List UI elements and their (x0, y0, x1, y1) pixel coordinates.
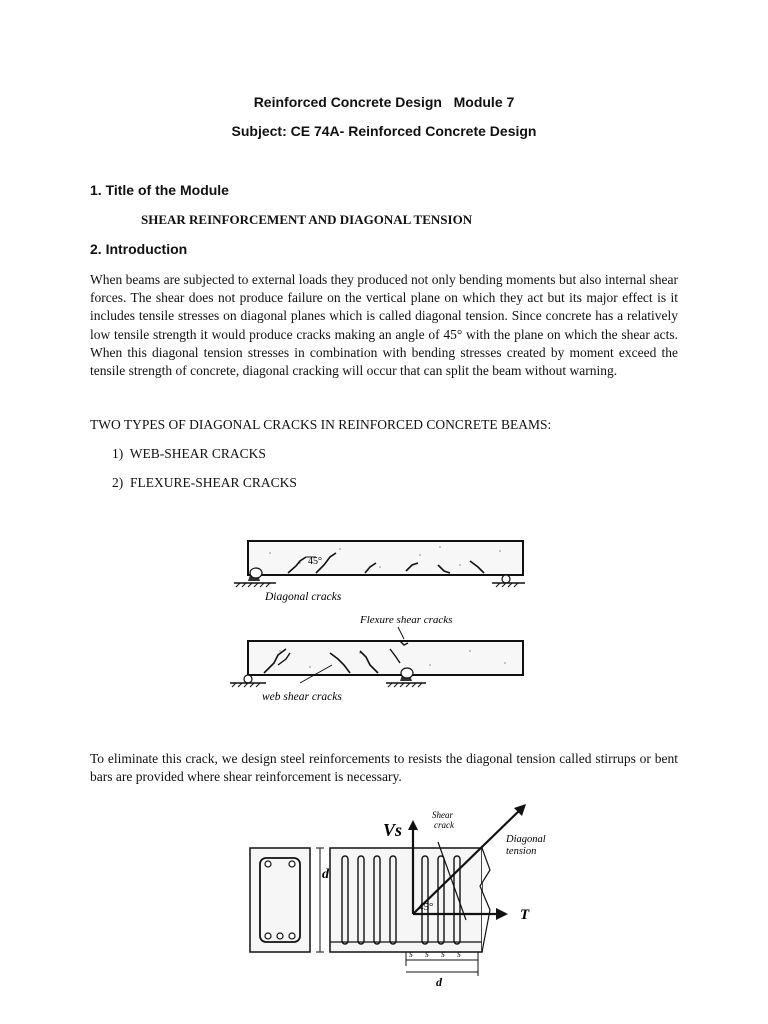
svg-text:s: s (457, 949, 461, 960)
subject-line: Subject: CE 74A- Reinforced Concrete Design (231, 123, 537, 139)
crack-types-heading: TWO TYPES OF DIAGONAL CRACKS IN REINFORCED CONCRETE BEAMS: (90, 417, 552, 432)
svg-text:s: s (409, 949, 413, 960)
module-title: Reinforced Concrete Design Module 7 (253, 94, 515, 110)
list-item-flexure-shear: 2) FLEXURE-SHEAR CRACKS (112, 475, 297, 490)
intro-paragraph: When beams are subjected to external loads they produced not only bending moments but also internal shear forces. The shear does not produce failure on the vertical plane on which they act but its major effect is it includes tensile stresses on diagonal planes which is called diagonal tension. Since concrete has a relatively low tensile strength it would produce cracks making an angle of 45° with the plane on which the shear acts. When this diagonal tension stresses in combination with bending stresses created by moment exceed the tensile strength of concrete, diagonal cracking will occur that can split the beam without warning. (90, 272, 678, 379)
module-subtitle: SHEAR REINFORCEMENT AND DIAGONAL TENSION (141, 212, 473, 227)
tension-label: T (520, 907, 530, 923)
stirrup-diagonal-tension-figure (238, 800, 548, 990)
flexure-shear-label: Flexure shear cracks (360, 614, 453, 626)
section-heading-introduction: 2. Introduction (90, 241, 188, 257)
spacing-depth-label: d (436, 975, 442, 989)
stirrup-angle-label: 45° (418, 901, 434, 913)
web-shear-label: web shear cracks (262, 691, 342, 703)
bottom-beam (230, 627, 523, 687)
beam-cross-section (250, 848, 310, 952)
shear-crack-label: Shear crack (432, 810, 454, 830)
diagonal-cracks-figure (220, 533, 550, 705)
diagonal-tension-label: Diagonal tension (506, 834, 546, 857)
top-beam (234, 541, 525, 587)
top-angle-label: 45° (308, 556, 322, 567)
diagonal-cracks-label: Diagonal cracks (265, 591, 342, 603)
list-item-web-shear: 1) WEB-SHEAR CRACKS (112, 446, 266, 461)
svg-text:s: s (441, 949, 445, 960)
shear-force-label: Vs (383, 820, 403, 840)
section-heading-title: 1. Title of the Module (90, 182, 229, 198)
svg-text:s: s (425, 949, 429, 960)
reinforcement-paragraph: To eliminate this crack, we design steel reinforcements to resists the diagonal tension called stirrups or bent bars are provided where shear reinforcement is necessary. (90, 751, 678, 785)
depth-label: d (322, 867, 329, 882)
